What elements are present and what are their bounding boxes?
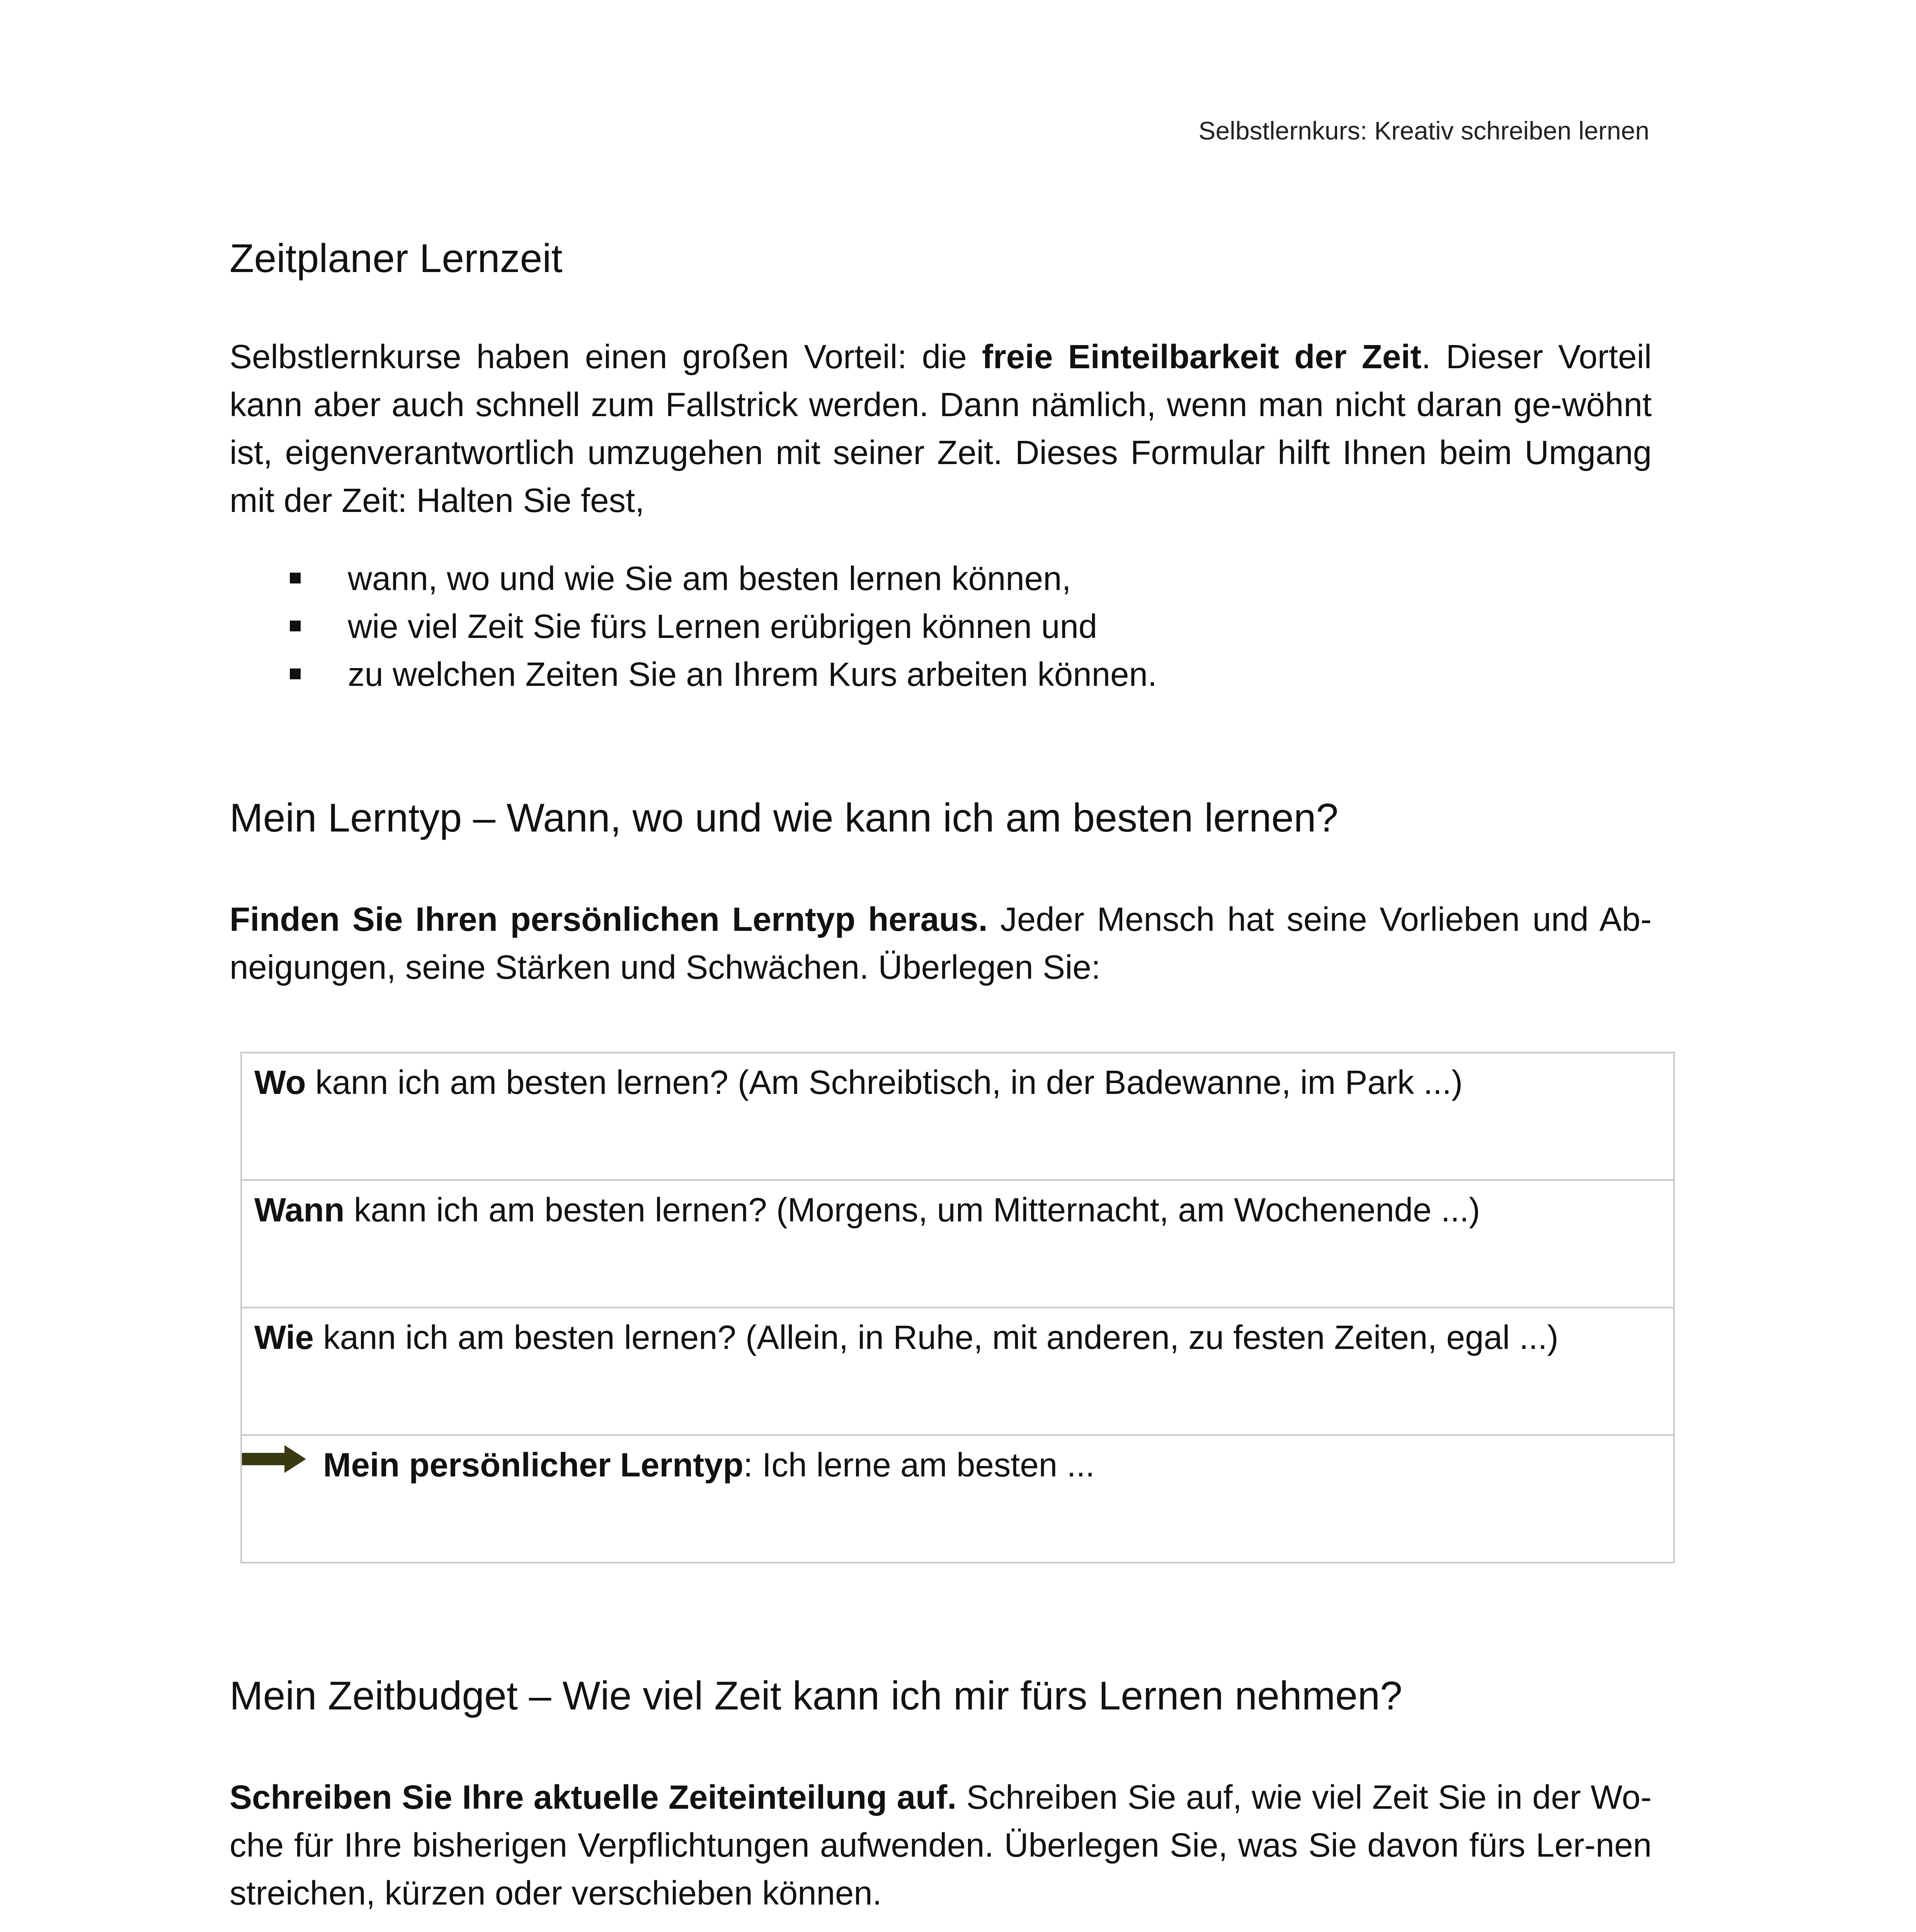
bullet-square-icon	[290, 668, 301, 679]
list-item: wie viel Zeit Sie fürs Lernen erübrigen können und	[290, 603, 1157, 651]
section1-intro: Selbstlernkurse haben einen großen Vorteil: die freie Einteilbarkeit der Zeit. Dieser Vorteil kann aber auch schnell zum Fallstrick werden. Dann nämlich, wenn man nicht daran ge-wöhnt ist, eigenverantwortlich umzugehen mit seiner Zeit. Dieses Formular hilft Ihnen beim Umgang mit der Zeit: Halten Sie fest,	[230, 338, 1652, 519]
lerntyp-table	[240, 1052, 1675, 1563]
section-title-lerntyp: Mein Lerntyp – Wann, wo und wie kann ich am besten lernen?	[230, 796, 1339, 840]
lerntyp-result-row[interactable]: Mein persönlicher Lerntyp: Ich lerne am besten ...	[241, 1435, 1674, 1563]
list-item: wann, wo und wie Sie am besten lernen können,	[290, 555, 1157, 603]
section3-intro: Schreiben Sie Ihre aktuelle Zeiteinteilung auf. Schreiben Sie auf, wie viel Zeit Sie in der Wo-che für Ihre bisherigen Verpflichtungen aufwenden. Überlegen Sie, was Sie davon fürs Ler-nen streichen, kürzen oder verschieben können.	[230, 1779, 1652, 1912]
section-title-zeitbudget: Mein Zeitbudget – Wie viel Zeit kann ich mir fürs Lernen nehmen?	[230, 1673, 1402, 1718]
arrow-right-icon	[242, 1444, 308, 1475]
list-item: zu welchen Zeiten Sie an Ihrem Kurs arbeiten können.	[290, 651, 1157, 699]
section2-intro: Finden Sie Ihren persönlichen Lerntyp heraus. Jeder Mensch hat seine Vorlieben und Ab-neigungen, seine Stärken und Schwächen. Überlegen Sie:	[230, 901, 1652, 986]
lerntyp-row-wann[interactable]: Wann kann ich am besten lernen? (Morgens, um Mitternacht, am Wochenende ...)	[241, 1180, 1674, 1308]
page-header: Selbstlernkurs: Kreativ schreiben lernen	[1198, 116, 1649, 145]
section-title-zeitplaner: Zeitplaner Lernzeit	[230, 236, 563, 281]
bullet-square-icon	[290, 621, 301, 631]
lerntyp-row-wie[interactable]: Wie kann ich am besten lernen? (Allein, in Ruhe, mit anderen, zu festen Zeiten, egal ...)	[241, 1308, 1674, 1435]
bullet-square-icon	[290, 573, 301, 583]
lerntyp-row-wo[interactable]: Wo kann ich am besten lernen? (Am Schreibtisch, in der Badewanne, im Park ...)	[241, 1053, 1674, 1180]
bullet-list	[290, 555, 1157, 699]
